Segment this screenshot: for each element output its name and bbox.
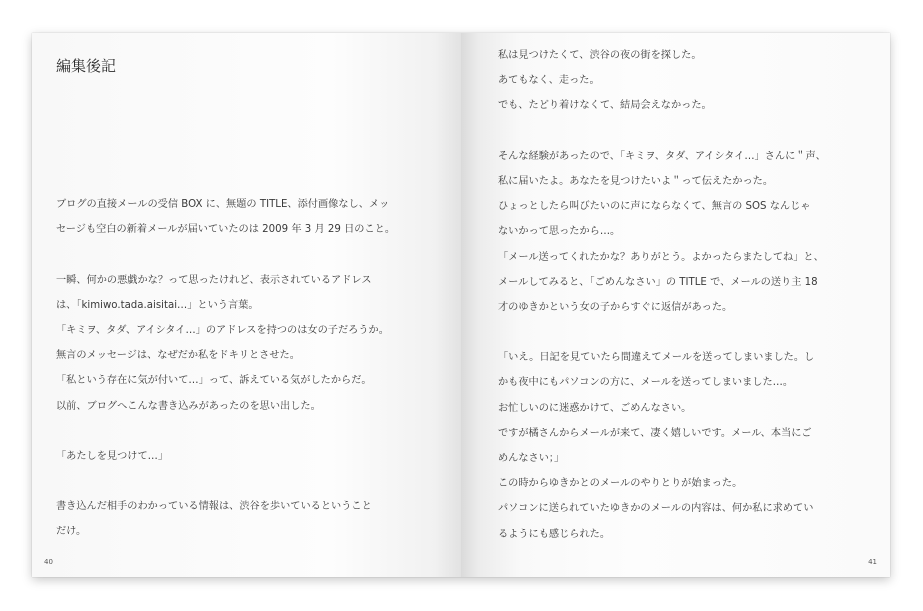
page-title: 編集後記 (56, 57, 117, 75)
right-page (461, 33, 890, 577)
left-body-text (56, 192, 440, 545)
text-line: 才のゆきかという女の子からすぐに返信があった。 (498, 301, 733, 313)
text-line: 「あたしを見つけて…」 (56, 450, 169, 462)
book-spread (32, 33, 890, 577)
text-line: 私に届いたよ。あなたを見つけたいよ＂って伝えたかった。 (498, 175, 774, 187)
text-line: ないかって思ったから…。 (498, 226, 621, 238)
text-line: は、「kimiwo.tada.aisitai…」という言葉。 (56, 299, 259, 311)
text-line: 無言のメッセージは、なぜだか私をドキリとさせた。 (56, 350, 300, 362)
text-line: めんなさい；」 (498, 453, 565, 464)
text-line: そんな経験があったので、「キミヲ、タダ、アイシタイ…」さんに＂声、 (498, 150, 826, 162)
text-line: 「いえ。日記を見ていたら間違えてメールを送ってしまいました。し (498, 352, 815, 364)
left-page (32, 33, 461, 577)
text-line: ですが橘さんからメールが来て、凄く嬉しいです。メール、本当にご (498, 427, 812, 439)
text-line: 以前、ブログへこんな書き込みがあったのを思い出した。 (56, 400, 321, 412)
text-line: お忙しいのに迷惑かけて、ごめんなさい。 (498, 402, 692, 414)
paragraph-break (56, 242, 440, 267)
paragraph-break (56, 419, 440, 444)
text-line: 「メール送ってくれたかな？ありがとう。よかったらまたしてね」と、 (498, 251, 824, 263)
text-line: メールしてみると、「ごめんなさい」の TITLE で、メールの送り主 18 (498, 276, 818, 288)
page-number-right: 41 (868, 558, 877, 566)
text-line: この時からゆきかとのメールのやりとりが始まった。 (498, 478, 743, 490)
text-line: だけ。 (56, 526, 87, 538)
text-line: あてもなく、走った。 (498, 75, 600, 87)
right-body-text (498, 43, 874, 547)
text-line: 「私という存在に気が付いて…」って、訴えている気がしたからだ。 (56, 375, 372, 387)
paragraph-break (498, 119, 874, 144)
text-line: ひょっとしたら叫びたいのに声にならなくて、無言の SOS なんじゃ (498, 201, 811, 213)
text-line: 書き込んだ相手のわかっている情報は、渋谷を歩いているということ (56, 501, 372, 513)
text-line: 私は見つけたくて、渋谷の夜の街を探した。 (498, 50, 702, 61)
text-line: パソコンに送られていたゆきかのメールの内容は、何か私に求めてい (498, 503, 814, 515)
text-line: かも夜中にもパソコンの方に、メールを送ってしまいました…。 (498, 377, 794, 389)
text-line: るようにも感じられた。 (498, 528, 611, 540)
text-line: 一瞬、何かの悪戯かな？って思ったけれど、表示されているアドレス (56, 274, 372, 286)
text-line: でも、たどり着けなくて、結局会えなかった。 (498, 100, 712, 112)
text-line: セージも空白の新着メールが届いていたのは 2009 年 3 月 29 日のこと。 (56, 224, 396, 236)
text-line: 「キミヲ、タダ、アイシタイ…」のアドレスを持つのは女の子だろうか。 (56, 324, 389, 336)
paragraph-break (56, 469, 440, 494)
page-number-left: 40 (44, 558, 53, 566)
text-line: ブログの直接メールの受信 BOX に、無題の TITLE、添付画像なし、メッ (56, 199, 390, 210)
paragraph-break (498, 320, 874, 345)
